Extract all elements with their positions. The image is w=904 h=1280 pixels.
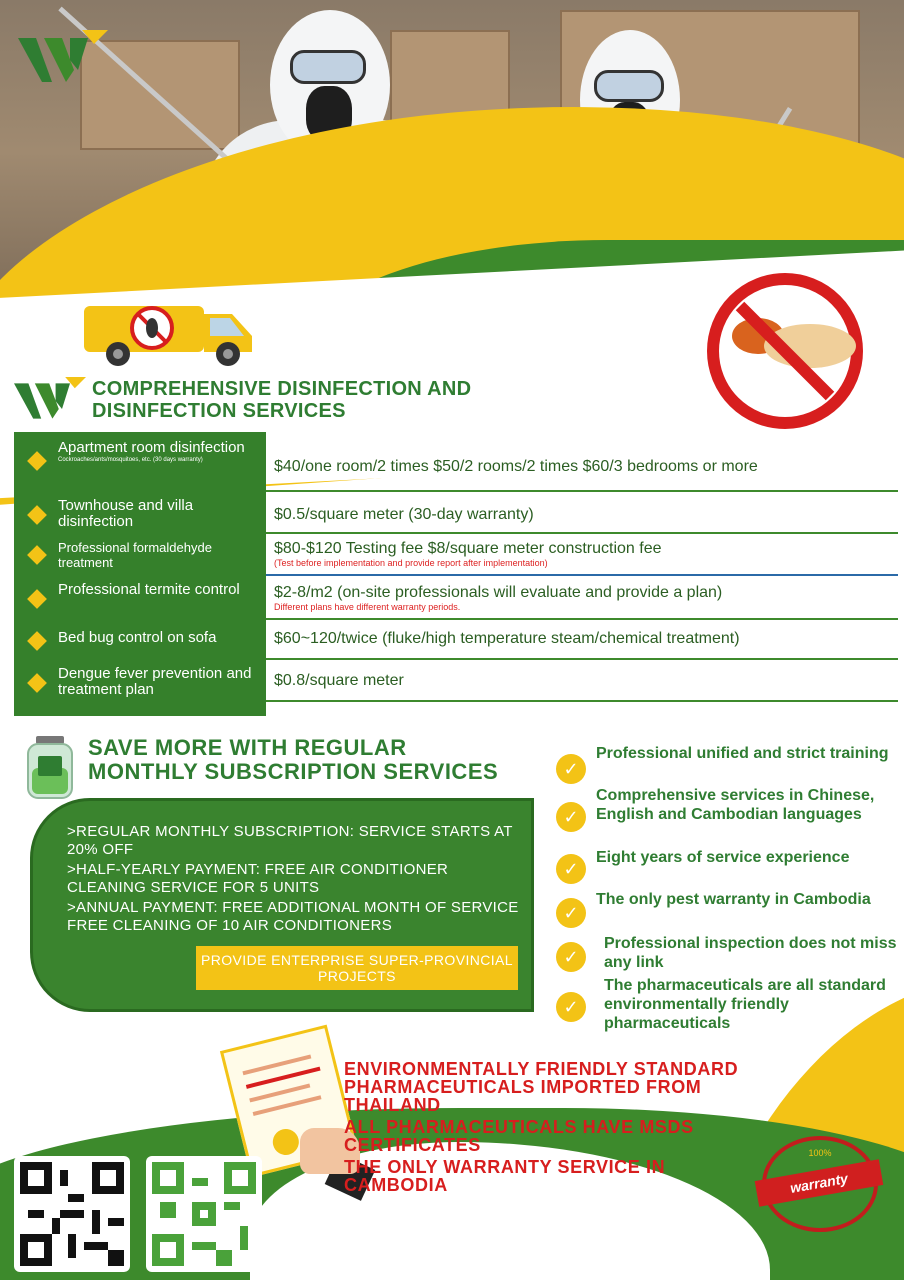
table-row [14,494,898,534]
row-divider [266,532,898,534]
no-termite-icon [700,266,870,436]
feature-text: Professional unified and strict training [596,745,889,762]
services-title-line1: COMPREHENSIVE DISINFECTION AND [92,378,472,400]
subscription-list [67,823,527,937]
service-note: Cockroaches/ants/mosquitoes, etc. (30 days warranty) [58,457,203,463]
service-price-note: Different plans have different warranty periods. [274,602,461,612]
bullet-diamond-icon [27,673,47,693]
list-item: >REGULAR MONTHLY SUBSCRIPTION: SERVICE STARTS AT 20% OFF [67,823,513,858]
service-name: Professional formaldehyde treatment [58,540,212,570]
feature-text: Professional inspection does not miss any link [604,935,897,971]
table-row [14,536,898,576]
services-title-line2: DISINFECTION SERVICES [92,400,346,422]
company-name: WELL WHOLE SERVICE CO.,LTD [532,1250,752,1265]
bullet-diamond-icon [27,505,47,525]
table-row [14,432,898,492]
pharma-line-2: ALL PHARMACEUTICALS HAVE MSDS CERTIFICATES [344,1117,694,1155]
subscription-title-line1: SAVE MORE WITH REGULAR [88,735,407,760]
qr-code-2[interactable] [146,1156,262,1272]
service-price: $0.5/square meter (30-day warranty) [274,506,534,523]
check-icon: ✓ [556,854,586,884]
service-name: Apartment room disinfection Cockroaches/ants/mosquitoes, etc. (30 days warranty) [58,440,264,464]
bullet-diamond-icon [27,545,47,565]
scan-instructions: SCAN THE QR CODE TO MAKE AN APPOINTMENT [272,1235,472,1265]
qr-code-icon [152,1162,256,1266]
pharma-line-1: ENVIRONMENTALLY FRIENDLY STANDARD PHARMACEUTICALS IMPORTED FROM THAILAND [344,1059,739,1115]
row-divider [266,490,898,492]
feature-text: The pharmaceuticals are all standard environmentally friendly pharmaceuticals [604,977,886,1032]
service-name: Professional termite control [58,581,240,598]
table-row [14,578,898,620]
service-price: $40/one room/2 times $50/2 rooms/2 times $60/3 bedrooms or more [274,458,758,475]
service-name: Dengue fever prevention and treatment plan [58,665,252,698]
bullet-diamond-icon [27,451,47,471]
list-item: >ANNUAL PAYMENT: FREE ADDITIONAL MONTH OF SERVICE FREE CLEANING OF 10 AIR CONDITIONERS [67,899,519,934]
row-divider [266,658,898,660]
pharma-claims [344,1060,764,1198]
service-name: Bed bug control on sofa [58,629,217,646]
service-price: $0.8/square meter [274,672,404,689]
price-table [14,432,898,716]
money-jar-icon [22,734,78,800]
row-divider [266,574,898,576]
feature-text: Eight years of service experience [596,849,850,866]
badge-ribbon: warranty [755,1159,884,1206]
enterprise-banner: PROVIDE ENTERPRISE SUPER-PROVINCIAL PROJECTS [196,946,518,990]
qr-code-1[interactable] [14,1156,130,1272]
subscription-title [88,736,548,784]
services-title [92,378,652,422]
service-price: $2-8/m2 (on-site professionals will evaluate and provide a plan) Different plans have different warranty periods. [274,584,894,612]
table-row [14,622,898,660]
check-icon: ✓ [556,992,586,1022]
table-row [14,662,898,716]
company-logo-icon [14,376,86,426]
qr-code-icon [20,1162,124,1266]
warranty-badge [756,1136,882,1232]
bullet-diamond-icon [27,631,47,651]
row-divider [266,618,898,620]
row-divider [266,700,898,702]
badge-percent: 100% [808,1148,832,1158]
company-logo-icon [18,30,108,90]
subscription-title-line2: MONTHLY SUBSCRIPTION SERVICES [88,759,499,784]
check-icon: ✓ [556,802,586,832]
service-price: $80-$120 Testing fee $8/square meter construction fee (Test before implementation and provide report after implementation) [274,540,894,568]
list-item: >HALF-YEARLY PAYMENT: FREE AIR CONDITIONER CLEANING SERVICE FOR 5 UNITS [67,861,449,896]
feature-text: Comprehensive services in Chinese, English and Cambodian languages [596,787,875,823]
pest-control-van-icon [82,296,262,368]
service-name: Townhouse and villa disinfection [58,497,194,530]
check-icon: ✓ [556,898,586,928]
service-price-note: (Test before implementation and provide report after implementation) [274,558,548,568]
service-price: $60~120/twice (fluke/high temperature steam/chemical treatment) [274,630,740,647]
bullet-diamond-icon [27,589,47,609]
check-icon: ✓ [556,942,586,972]
feature-text: The only pest warranty in Cambodia [596,891,871,908]
pharma-line-3: THE ONLY WARRANTY SERVICE IN CAMBODIA [344,1157,666,1195]
check-icon: ✓ [556,754,586,784]
